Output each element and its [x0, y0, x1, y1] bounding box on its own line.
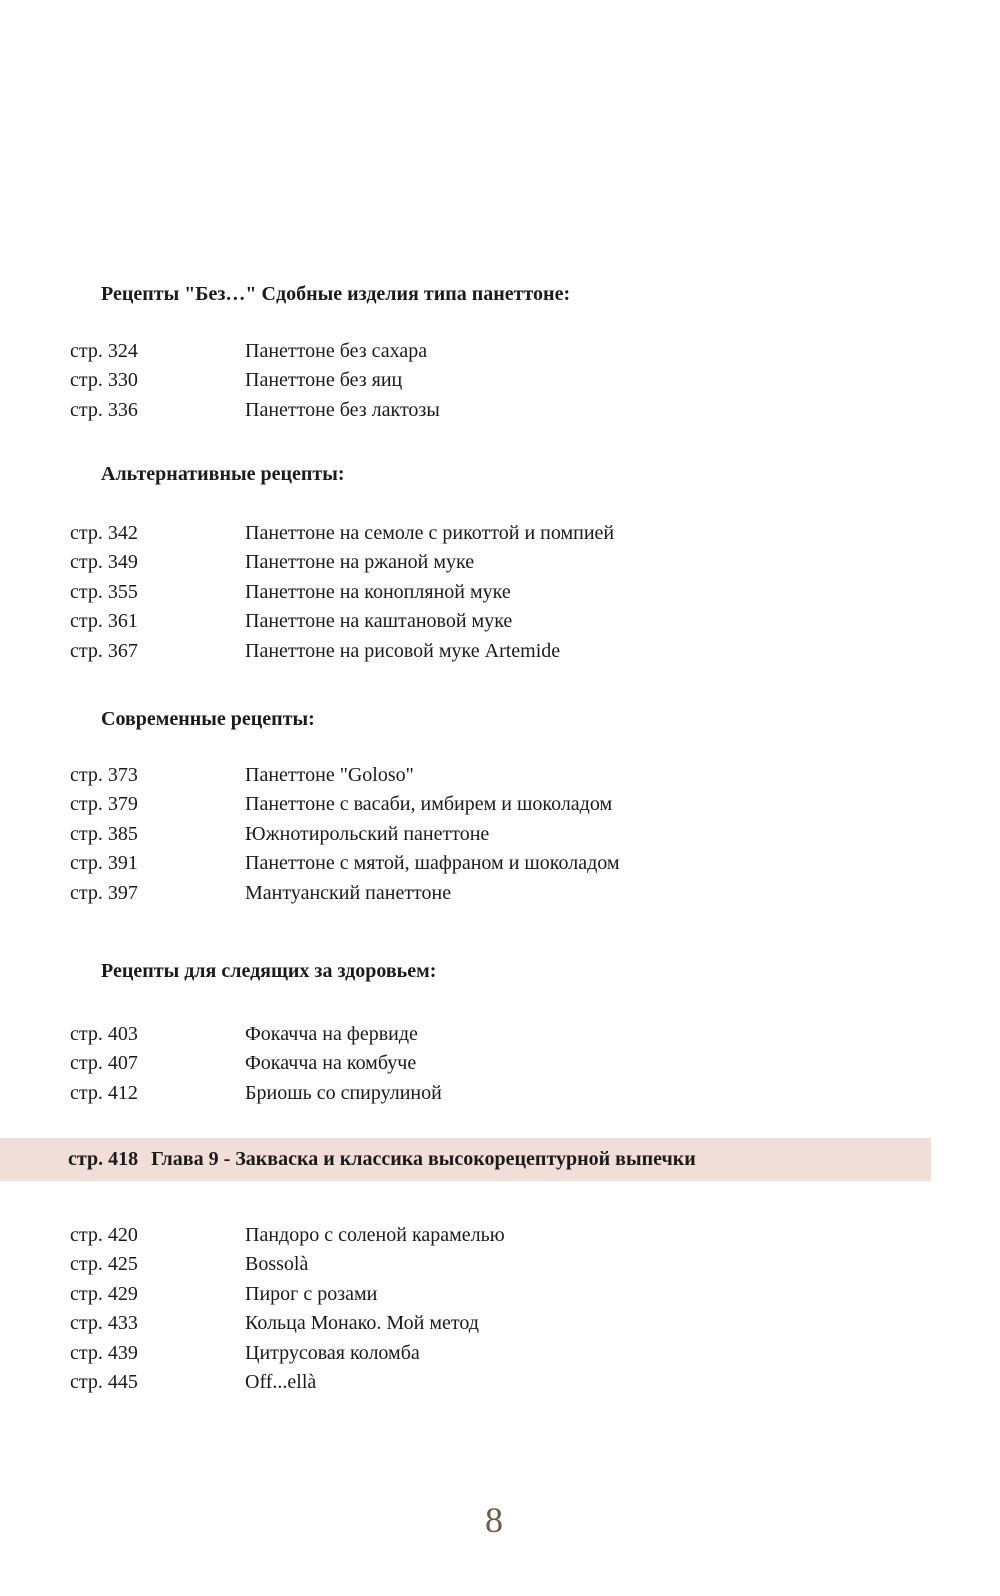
- recipe-title: Панеттоне с васаби, имбирем и шоколадом: [245, 793, 613, 816]
- page-ref: стр. 342: [70, 522, 138, 544]
- toc-section: [0, 337, 1000, 425]
- table-row: [0, 879, 1000, 908]
- table-row: [0, 337, 1000, 366]
- recipe-title: Bossolà: [245, 1253, 309, 1276]
- page-ref: стр. 412: [70, 1081, 138, 1104]
- table-row: [0, 1049, 1000, 1078]
- section-heading: Рецепты "Без…" Сдобные изделия типа панеттоне:: [101, 283, 571, 305]
- recipe-title: Пирог с розами: [245, 1282, 378, 1305]
- recipe-title: Off...ellà: [245, 1371, 317, 1394]
- table-row: [0, 396, 1000, 425]
- recipe-title: Панеттоне на семоле с рикоттой и помпией: [245, 522, 615, 544]
- table-row: [0, 1221, 1000, 1250]
- table-row: [0, 1339, 1000, 1368]
- page-ref: стр. 385: [70, 822, 138, 845]
- table-row: [0, 1280, 1000, 1309]
- section-heading: Альтернативные рецепты:: [101, 463, 345, 485]
- section-heading: Рецепты для следящих за здоровьем:: [101, 960, 437, 982]
- recipe-title: Фокачча на фервиде: [245, 1023, 418, 1045]
- page-ref: стр. 330: [70, 369, 138, 392]
- page-ref: стр. 336: [70, 398, 138, 421]
- table-row: [0, 607, 1000, 636]
- recipe-title: Панеттоне на ржаной муке: [245, 551, 475, 574]
- recipe-title: Фокачча на комбуче: [245, 1052, 417, 1075]
- table-row: [0, 790, 1000, 819]
- table-row: [0, 1020, 1000, 1049]
- page-ref: стр. 349: [70, 551, 138, 574]
- page-ref: стр. 420: [70, 1224, 138, 1246]
- table-row: [0, 1309, 1000, 1338]
- recipe-title: Южнотирольский панеттоне: [245, 822, 490, 845]
- page-ref: стр. 429: [70, 1282, 138, 1305]
- recipe-title: Панеттоне на каштановой муке: [245, 610, 513, 633]
- recipe-title: Кольца Монако. Мой метод: [245, 1312, 479, 1335]
- page-ref: стр. 403: [70, 1023, 138, 1045]
- page-ref: стр. 361: [70, 610, 138, 633]
- recipe-title: Панеттоне без сахара: [245, 340, 428, 362]
- recipe-title: Бриошь со спирулиной: [245, 1081, 442, 1104]
- chapter-highlight-band: [0, 1138, 931, 1181]
- table-row: [0, 761, 1000, 790]
- table-row: [0, 519, 1000, 548]
- toc-section: [0, 519, 1000, 666]
- section-heading: Современные рецепты:: [101, 708, 315, 730]
- table-row: [0, 849, 1000, 878]
- page-ref: стр. 445: [70, 1371, 138, 1394]
- table-row: [0, 1079, 1000, 1108]
- chapter-title: Глава 9 - Закваска и классика высокорецептурной выпечки: [151, 1148, 696, 1170]
- toc-section: [0, 761, 1000, 908]
- page-ref: стр. 379: [70, 793, 138, 816]
- table-row: [0, 1250, 1000, 1279]
- page-ref: стр. 407: [70, 1052, 138, 1075]
- table-row: [0, 820, 1000, 849]
- page-ref: стр. 391: [70, 852, 138, 875]
- table-row: [0, 578, 1000, 607]
- page-ref: стр. 373: [70, 764, 138, 786]
- page-ref: стр. 433: [70, 1312, 138, 1335]
- recipe-title: Мантуанский панеттоне: [245, 881, 452, 904]
- page-ref: стр. 418: [68, 1148, 139, 1170]
- page-number: 8: [485, 1500, 503, 1540]
- recipe-title: Цитрусовая коломба: [245, 1341, 420, 1364]
- page-ref: стр. 425: [70, 1253, 138, 1276]
- recipe-title: Панеттоне без яиц: [245, 369, 403, 392]
- recipe-title: Панеттоне с мятой, шафраном и шоколадом: [245, 852, 620, 875]
- page-ref: стр. 397: [70, 881, 138, 904]
- table-row: [0, 1368, 1000, 1397]
- recipe-title: Панеттоне на рисовой муке Artemide: [245, 639, 561, 662]
- recipe-title: Панеттоне без лактозы: [245, 398, 440, 421]
- page-ref: стр. 324: [70, 340, 138, 362]
- page-ref: стр. 355: [70, 580, 138, 603]
- toc-section: [0, 1221, 1000, 1397]
- recipe-title: Панеттоне на конопляной муке: [245, 580, 511, 603]
- toc-section: [0, 1020, 1000, 1108]
- page-ref: стр. 367: [70, 639, 138, 662]
- recipe-title: Панеттоне "Goloso": [245, 764, 414, 786]
- table-row: [0, 366, 1000, 395]
- page-ref: стр. 439: [70, 1341, 138, 1364]
- table-row: [0, 548, 1000, 577]
- recipe-title: Пандоро с соленой карамелью: [245, 1224, 505, 1246]
- table-row: [0, 637, 1000, 666]
